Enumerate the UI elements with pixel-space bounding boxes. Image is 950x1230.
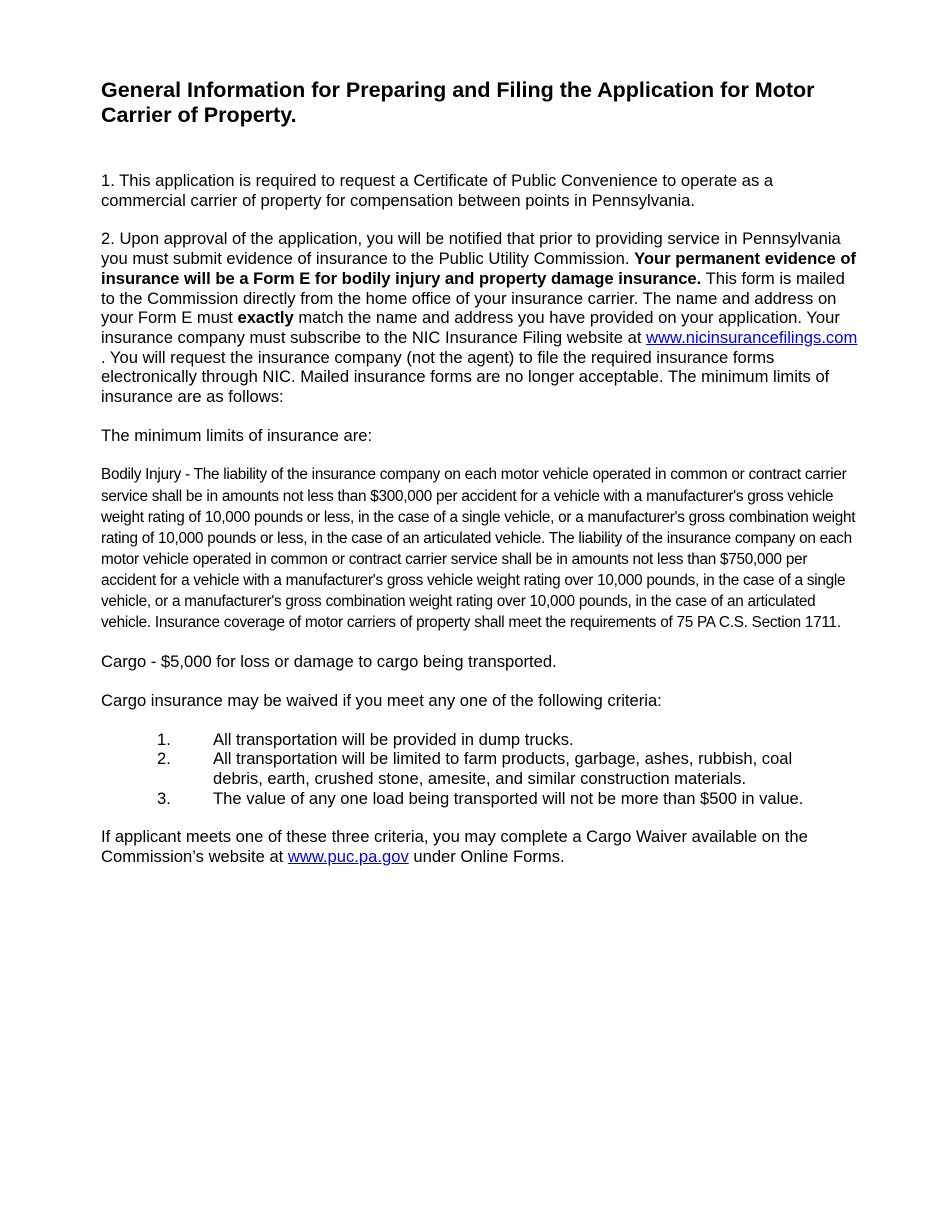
- paragraph-text: . You will request the insurance company (not the agent) to file the required insurance forms electronically through NIC. Mailed insurance forms are no longer acceptable. The minimum limits of insurance are as follows:: [101, 347, 830, 407]
- list-item: [101, 789, 861, 809]
- paragraph-bodily-injury: Bodily Injury - The liability of the insurance company on each motor vehicle operated in common or contract carrier service shall be in amounts not less than $300,000 per accident for a vehicle with a manufacturer's gross vehicle weight rating of 10,000 pounds or less, in the case of a single vehicle, or a manufacturer's gross combination weight rating of 10,000 pounds or less, in the case of an articulated vehicle. The liability of the insurance company on each motor vehicle operated in common or contract carrier service shall be in amounts not less than $750,000 per accident for a vehicle with a manufacturer's gross vehicle weight rating over 10,000 pounds, in the case of a single vehicle, or a manufacturer's gross combination weight rating over 10,000 pounds, in the case of an articulated vehicle. Insurance coverage of motor carriers of property shall meet the requirements of 75 PA C.S. Section 1711.: [101, 466, 856, 632]
- paragraph-application-required: 1. This application is required to request a Certificate of Public Convenience to operate as a commercial carrier of property for compensation between points in Pennsylvania.: [101, 171, 774, 210]
- paragraph-insurance-evidence: [101, 229, 861, 406]
- paragraph-text: match the name and address you have provided on your application. Your insurance company must subscribe to the NIC Insurance Filing website at: [101, 308, 840, 347]
- paragraph-text: under Online Forms.: [408, 847, 565, 867]
- paragraph-text: This form is mailed to the Commission directly from the home office of your insurance carrier. The name and address on your Form E must: [101, 268, 845, 328]
- criteria-list: [101, 730, 861, 809]
- list-item-text: All transportation will be provided in dump trucks.: [213, 729, 574, 749]
- puc-website-link[interactable]: www.puc.pa.gov: [287, 847, 409, 867]
- paragraph-cargo: Cargo - $5,000 for loss or damage to cargo being transported.: [101, 652, 557, 672]
- bold-form-e-statement: Your permanent evidence of insurance will be a Form E for bodily injury and property damage insurance.: [101, 249, 856, 288]
- document-page: [101, 78, 861, 867]
- list-item: [101, 749, 861, 788]
- list-item-number: 3.: [157, 788, 171, 808]
- paragraph-minimum-limits: The minimum limits of insurance are:: [101, 425, 373, 445]
- page-title: General Information for Preparing and Filing the Application for Motor Carrier of Property.: [101, 78, 815, 127]
- nic-insurance-link[interactable]: www.nicinsurancefilings.com: [646, 327, 858, 347]
- list-item-number: 1.: [157, 729, 171, 749]
- list-item: [101, 730, 861, 750]
- paragraph-cargo-waiver-intro: Cargo insurance may be waived if you meet any one of the following criteria:: [101, 690, 662, 710]
- bold-exactly: exactly: [237, 308, 294, 328]
- list-item-text: The value of any one load being transported will not be more than $500 in value.: [213, 788, 804, 808]
- paragraph-cargo-waiver-form: [101, 827, 841, 866]
- paragraph-text: If applicant meets one of these three criteria, you may complete a Cargo Waiver available on the Commission’s website at: [101, 827, 808, 867]
- list-item-number: 2.: [157, 749, 171, 769]
- paragraph-text: 2. Upon approval of the application, you will be notified that prior to providing service in Pennsylvania you must submit evidence of insurance to the Public Utility Commission.: [101, 229, 841, 269]
- list-item-text: All transportation will be limited to farm products, garbage, ashes, rubbish, coal debris, earth, crushed stone, amesite, and similar construction materials.: [213, 749, 793, 788]
